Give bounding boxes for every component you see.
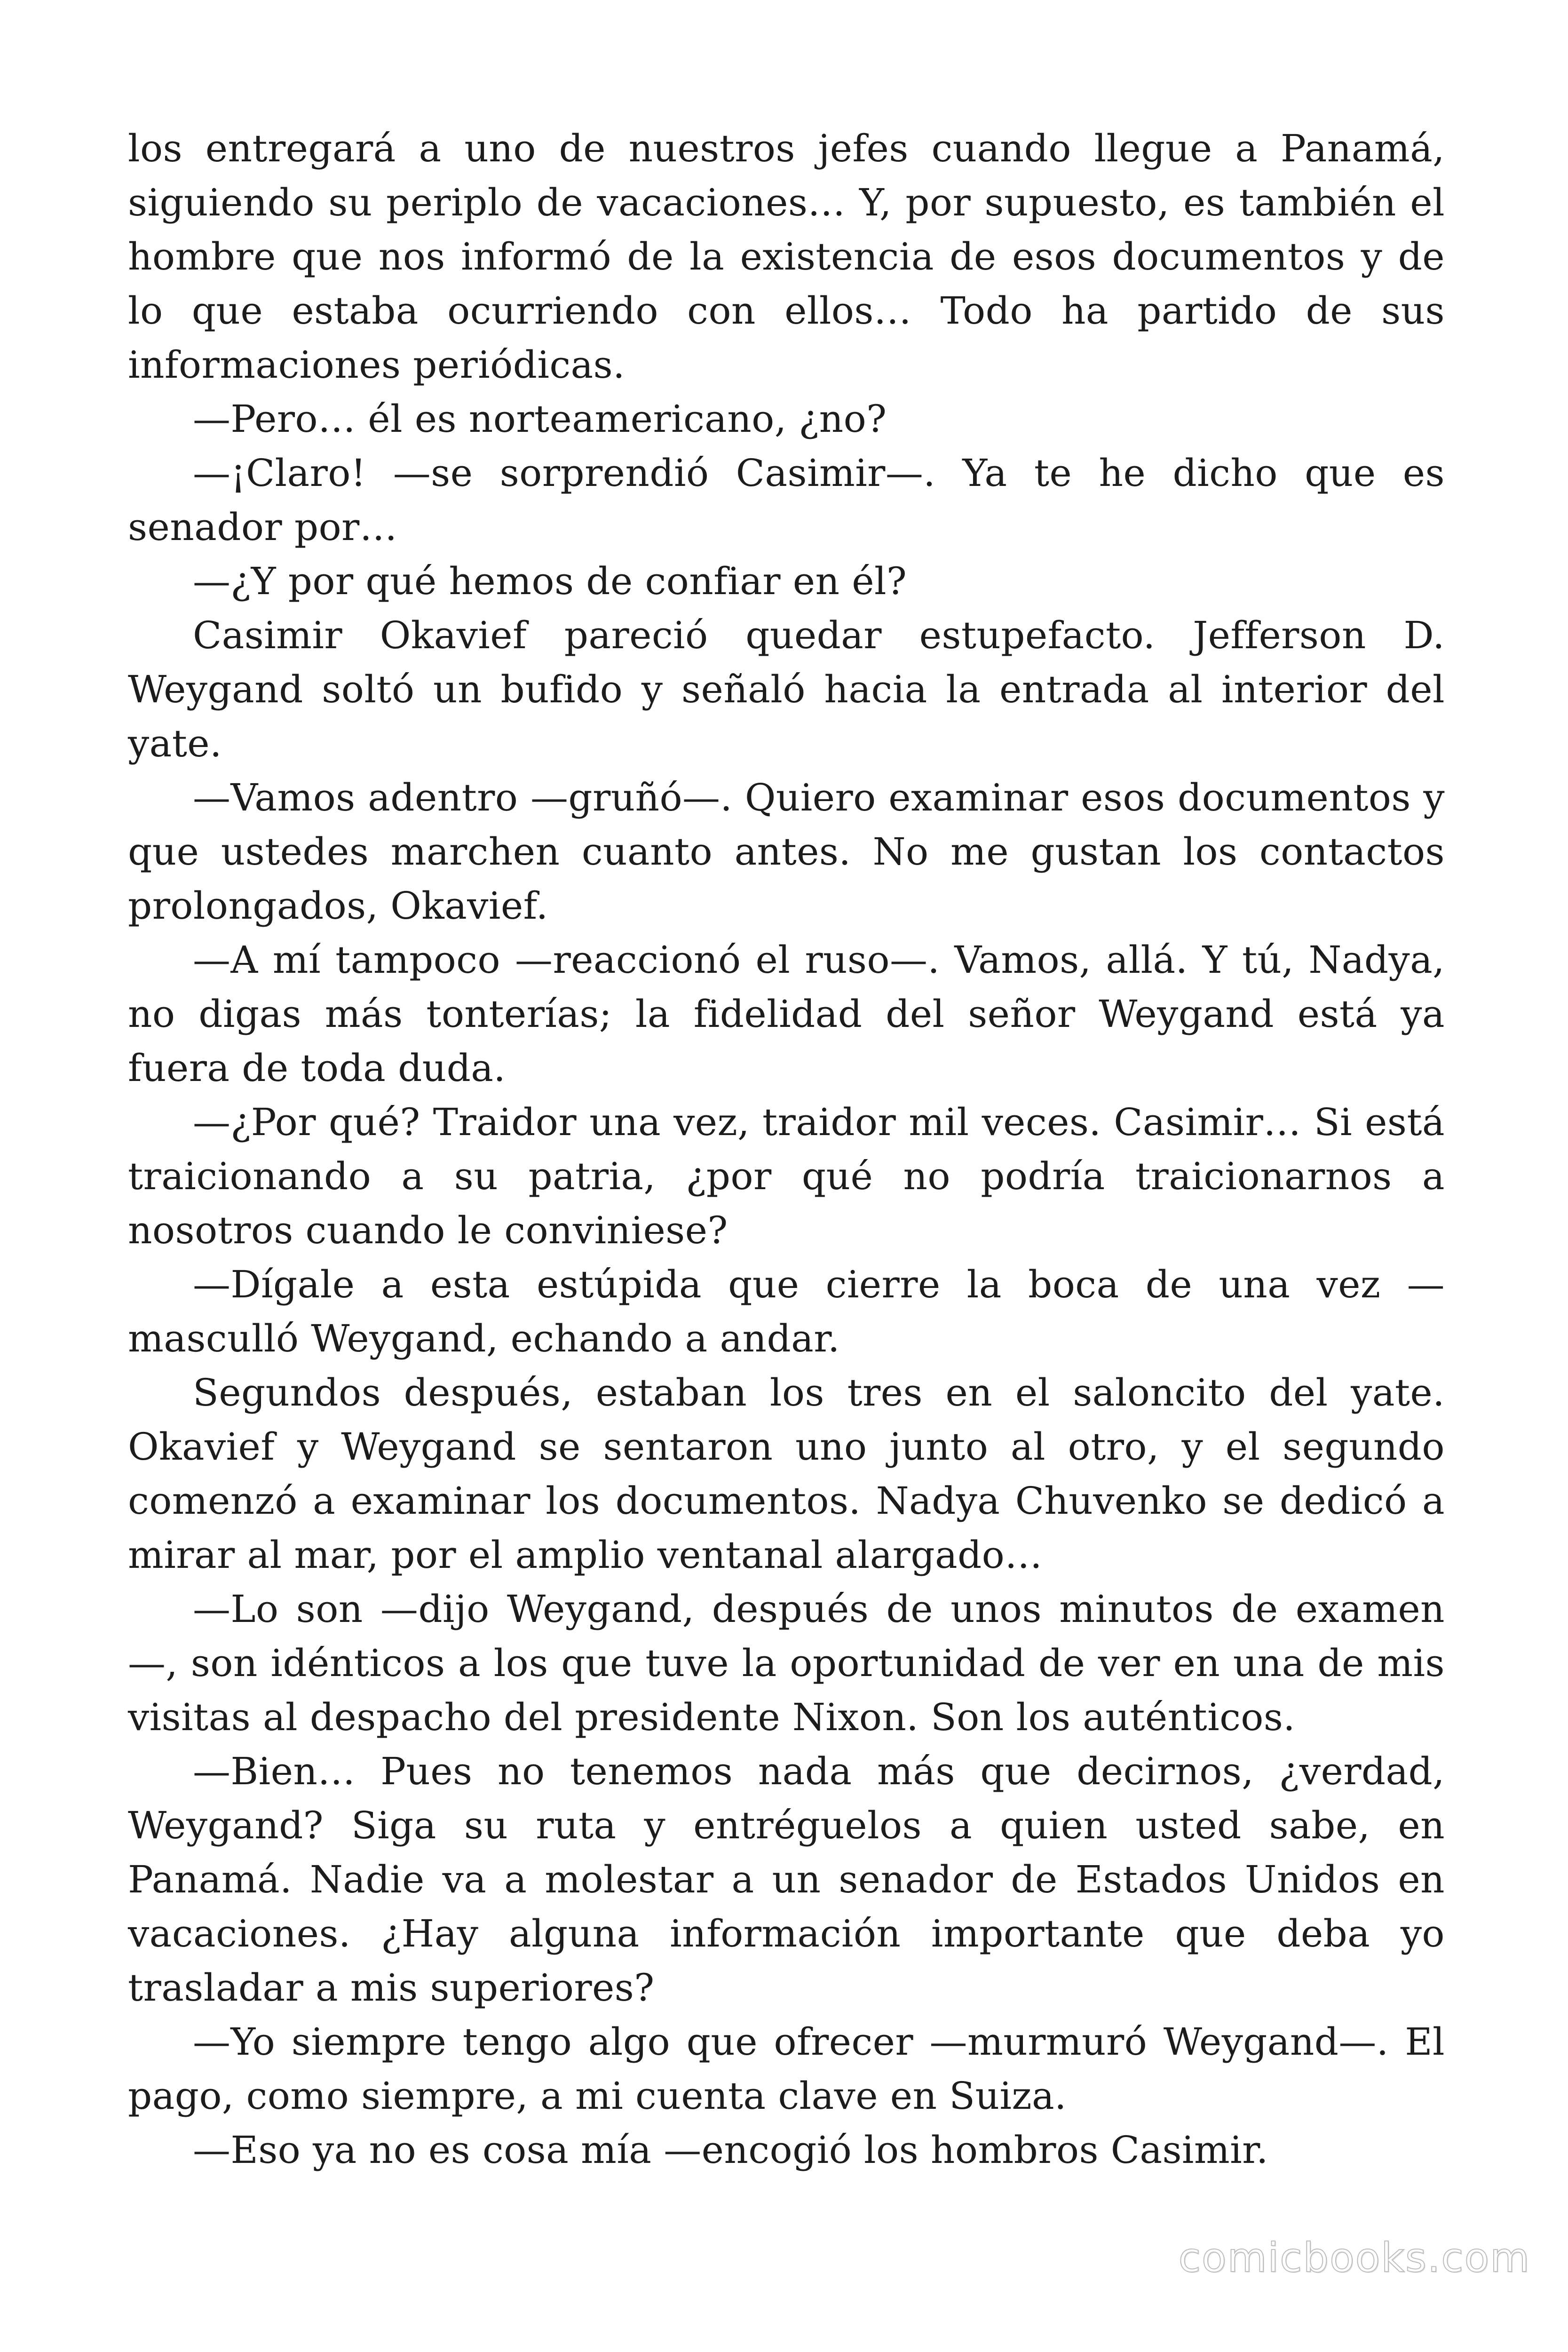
paragraph-7: —A mí tampoco —reaccionó el ruso—. Vamos, allá. Y tú, Nadya, no digas más tonterías; la fidelidad del señor Weygand está ya fuera de toda duda. [128,938,1445,1090]
paragraph-11: —Lo son —dijo Weygand, después de unos minutos de examen—, son idénticos a los que tuve la oportunidad de ver en una de mis visitas al despacho del presidente Nixon. Son los auténticos. [128,1587,1445,1739]
paragraph-6: —Vamos adentro —gruñó—. Quiero examinar esos documentos y que ustedes marchen cuanto antes. No me gustan los contactos prolongados, Okavief. [128,776,1445,928]
paragraph-9: —Dígale a esta estúpida que cierre la boca de una vez —masculló Weygand, echando a andar. [128,1263,1445,1360]
paragraph-8: —¿Por qué? Traidor una vez, traidor mil veces. Casimir… Si está traicionando a su patria, ¿por qué no podría traicionarnos a nosotros cuando le conviniese? [128,1100,1445,1252]
paragraph-4: —¿Y por qué hemos de confiar en él? [193,559,907,603]
paragraph-13: —Yo siempre tengo algo que ofrecer —murmuró Weygand—. El pago, como siempre, a mi cuenta clave en Suiza. [128,2020,1445,2118]
paragraph-12: —Bien… Pues no tenemos nada más que decirnos, ¿verdad, Weygand? Siga su ruta y entréguelos a quien usted sabe, en Panamá. Nadie va a molestar a un senador de Estados Unidos en vacaciones. ¿Hay alguna información importante que deba yo trasladar a mis superiores? [128,1749,1445,2010]
body-text [128,121,1445,2177]
paragraph-3: —¡Claro! —se sorprendió Casimir—. Ya te he dicho que es senador por… [128,451,1445,549]
paragraph-10: Segundos después, estaban los tres en el saloncito del yate. Okavief y Weygand se sentaron uno junto al otro, y el segundo comenzó a examinar los documentos. Nadya Chuvenko se dedicó a mirar al mar, por el amplio ventanal alargado… [128,1371,1445,1577]
paragraph-5: Casimir Okavief pareció quedar estupefacto. Jefferson D. Weygand soltó un bufido y señaló hacia la entrada al interior del yate. [128,613,1445,765]
paragraph-14: —Eso ya no es cosa mía —encogió los hombros Casimir. [193,2128,1268,2172]
watermark: comicbooks.com [1178,2234,1530,2281]
paragraph-2: —Pero… él es norteamericano, ¿no? [193,397,887,441]
paragraph-1: los entregará a uno de nuestros jefes cuando llegue a Panamá, siguiendo su periplo de vacaciones… Y, por supuesto, es también el hombre que nos informó de la existencia de esos documentos y de lo que estaba ocurriendo con ellos… Todo ha partido de sus informaciones periódicas. [128,127,1445,387]
